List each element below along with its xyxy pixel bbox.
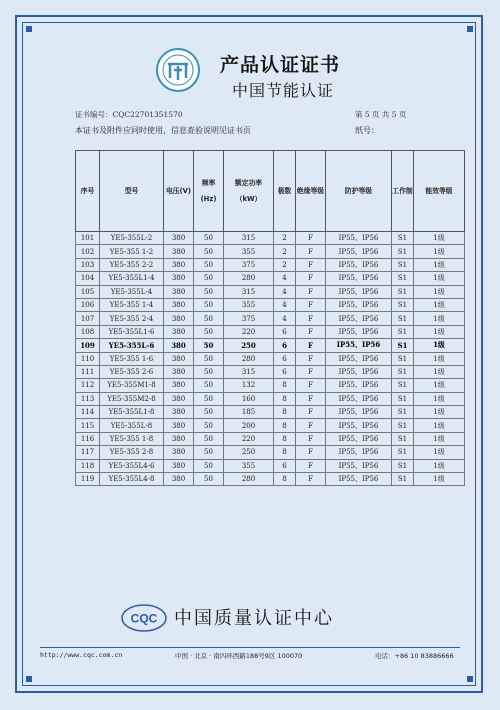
table-cell: 50: [194, 339, 224, 352]
table-cell: IP55、IP56: [326, 232, 392, 245]
table-cell: 6: [274, 352, 296, 365]
table-cell: 6: [274, 365, 296, 378]
table-cell: 200: [224, 419, 274, 432]
table-cell: 2: [274, 258, 296, 271]
table-cell: 117: [76, 446, 100, 459]
table-cell: F: [296, 379, 326, 392]
table-cell: IP55、IP56: [326, 339, 392, 352]
table-cell: YE5-355L-2: [100, 232, 164, 245]
table-cell: YE5-355 1-4: [100, 298, 164, 311]
table-cell: YE5-355M2-8: [100, 392, 164, 405]
table-cell: 1级: [414, 432, 465, 445]
table-cell: 280: [224, 272, 274, 285]
table-row: [76, 419, 465, 432]
table-cell: 109: [76, 339, 100, 352]
table-cell: 50: [194, 352, 224, 365]
org-telephone: 电话：+86 10 83886666: [375, 652, 454, 660]
column-header: 额定功率（kW）: [224, 151, 274, 232]
table-cell: F: [296, 352, 326, 365]
table-cell: 280: [224, 352, 274, 365]
table-cell: 1级: [414, 459, 465, 472]
table-cell: 2: [274, 245, 296, 258]
table-cell: 1级: [414, 419, 465, 432]
table-cell: 50: [194, 245, 224, 258]
table-cell: 106: [76, 298, 100, 311]
table-cell: 50: [194, 325, 224, 338]
corner-ornament: [467, 676, 473, 682]
table-cell: 1级: [414, 285, 465, 298]
table-cell: 1级: [414, 379, 465, 392]
table-header-row: [76, 151, 465, 232]
table-cell: F: [296, 298, 326, 311]
table-cell: 380: [164, 473, 194, 486]
table-cell: 380: [164, 392, 194, 405]
table-cell: YE5-355 2-8: [100, 446, 164, 459]
table-cell: IP55、IP56: [326, 298, 392, 311]
table-row: [76, 365, 465, 378]
table-cell: 380: [164, 325, 194, 338]
table-cell: 50: [194, 272, 224, 285]
table-cell: 118: [76, 459, 100, 472]
table-cell: 4: [274, 312, 296, 325]
table-row: [76, 325, 465, 338]
table-cell: 105: [76, 285, 100, 298]
table-cell: F: [296, 432, 326, 445]
table-cell: 50: [194, 432, 224, 445]
table-cell: 8: [274, 432, 296, 445]
table-cell: 115: [76, 419, 100, 432]
table-cell: 8: [274, 473, 296, 486]
table-cell: 380: [164, 352, 194, 365]
page-title: 产品认证证书: [220, 54, 341, 76]
table-cell: 315: [224, 285, 274, 298]
product-table: [75, 150, 465, 486]
table-cell: IP55、IP56: [326, 392, 392, 405]
table-row: [76, 285, 465, 298]
column-header: 防护等级: [326, 151, 392, 232]
table-cell: 380: [164, 406, 194, 419]
table-cell: 50: [194, 406, 224, 419]
table-cell: 375: [224, 312, 274, 325]
table-cell: S1: [392, 339, 414, 352]
table-cell: F: [296, 473, 326, 486]
table-cell: 315: [224, 365, 274, 378]
table-cell: 6: [274, 325, 296, 338]
table-cell: F: [296, 325, 326, 338]
table-cell: 50: [194, 365, 224, 378]
table-cell: YE5-355L-6: [100, 339, 164, 352]
table-cell: 380: [164, 272, 194, 285]
table-cell: F: [296, 446, 326, 459]
table-cell: F: [296, 406, 326, 419]
table-cell: S1: [392, 419, 414, 432]
table-cell: 108: [76, 325, 100, 338]
table-cell: 160: [224, 392, 274, 405]
table-row: [76, 446, 465, 459]
table-cell: S1: [392, 245, 414, 258]
table-cell: 4: [274, 272, 296, 285]
table-cell: YE5-355L4-8: [100, 473, 164, 486]
table-cell: S1: [392, 258, 414, 271]
table-cell: F: [296, 272, 326, 285]
table-cell: F: [296, 285, 326, 298]
table-cell: 380: [164, 339, 194, 352]
table-cell: IP55、IP56: [326, 419, 392, 432]
table-cell: F: [296, 459, 326, 472]
table-cell: IP55、IP56: [326, 365, 392, 378]
table-cell: 1级: [414, 352, 465, 365]
table-cell: 50: [194, 258, 224, 271]
table-row: [76, 232, 465, 245]
table-cell: 1级: [414, 339, 465, 352]
table-row: [76, 258, 465, 271]
table-cell: 355: [224, 245, 274, 258]
table-cell: YE5-355M1-8: [100, 379, 164, 392]
column-header: 序号: [76, 151, 100, 232]
table-cell: IP55、IP56: [326, 312, 392, 325]
table-cell: 1级: [414, 298, 465, 311]
table-cell: 380: [164, 446, 194, 459]
table-row: [76, 312, 465, 325]
table-cell: S1: [392, 312, 414, 325]
table-cell: 132: [224, 379, 274, 392]
table-cell: 375: [224, 258, 274, 271]
usage-note: 本证书及附件应同时使用，信息查验说明见证书页: [75, 126, 251, 135]
table-cell: 50: [194, 419, 224, 432]
table-cell: 380: [164, 312, 194, 325]
table-cell: S1: [392, 446, 414, 459]
org-name: 中国质量认证中心: [174, 608, 334, 629]
table-row: [76, 379, 465, 392]
table-cell: F: [296, 365, 326, 378]
table-cell: 50: [194, 285, 224, 298]
table-cell: 107: [76, 312, 100, 325]
table-cell: 50: [194, 459, 224, 472]
table-cell: 1级: [414, 245, 465, 258]
table-cell: 8: [274, 392, 296, 405]
table-row: [76, 432, 465, 445]
table-cell: 102: [76, 245, 100, 258]
table-cell: 8: [274, 446, 296, 459]
table-cell: 8: [274, 419, 296, 432]
table-cell: YE5-355 2-6: [100, 365, 164, 378]
table-cell: 250: [224, 446, 274, 459]
table-cell: F: [296, 419, 326, 432]
table-cell: 1级: [414, 272, 465, 285]
table-cell: 1级: [414, 365, 465, 378]
table-cell: 380: [164, 432, 194, 445]
table-cell: YE5-355L4-6: [100, 459, 164, 472]
org-address: 中国 · 北京 · 南四环西路188号9区 100070: [175, 652, 303, 660]
table-cell: IP55、IP56: [326, 245, 392, 258]
page-subtitle: 中国节能认证: [232, 81, 335, 100]
table-cell: 250: [224, 339, 274, 352]
table-row: [76, 392, 465, 405]
cqc-logo: [120, 603, 168, 633]
table-cell: 380: [164, 365, 194, 378]
table-cell: S1: [392, 352, 414, 365]
table-cell: 1级: [414, 473, 465, 486]
table-cell: YE5-355L1-8: [100, 406, 164, 419]
column-header: 工作制: [392, 151, 414, 232]
table-row: [76, 459, 465, 472]
table-cell: 116: [76, 432, 100, 445]
table-cell: IP55、IP56: [326, 379, 392, 392]
table-cell: IP55、IP56: [326, 258, 392, 271]
table-cell: YE5-355 2-2: [100, 258, 164, 271]
table-cell: S1: [392, 392, 414, 405]
table-cell: 103: [76, 258, 100, 271]
table-cell: 112: [76, 379, 100, 392]
table-cell: 6: [274, 339, 296, 352]
table-cell: F: [296, 312, 326, 325]
certificate-number: 证书编号：CQC22701351570: [75, 110, 183, 119]
table-cell: S1: [392, 459, 414, 472]
table-cell: IP55、IP56: [326, 473, 392, 486]
table-cell: IP55、IP56: [326, 325, 392, 338]
table-cell: 4: [274, 298, 296, 311]
table-cell: YE5-355 2-4: [100, 312, 164, 325]
table-cell: F: [296, 232, 326, 245]
table-cell: 50: [194, 473, 224, 486]
table-cell: YE5-355L1-6: [100, 325, 164, 338]
table-cell: 50: [194, 232, 224, 245]
table-cell: IP55、IP56: [326, 459, 392, 472]
table-cell: 113: [76, 392, 100, 405]
table-cell: 380: [164, 379, 194, 392]
table-cell: 380: [164, 419, 194, 432]
cqc-logo-text: CQC: [130, 611, 158, 626]
table-cell: S1: [392, 432, 414, 445]
table-cell: 8: [274, 406, 296, 419]
table-cell: 4: [274, 285, 296, 298]
table-cell: 50: [194, 312, 224, 325]
corner-ornament: [26, 676, 32, 682]
table-cell: F: [296, 258, 326, 271]
table-cell: YE5-355 1-8: [100, 432, 164, 445]
table-cell: S1: [392, 325, 414, 338]
table-cell: IP55、IP56: [326, 406, 392, 419]
table-cell: 6: [274, 459, 296, 472]
table-cell: 104: [76, 272, 100, 285]
corner-ornament: [26, 26, 32, 32]
table-cell: 111: [76, 365, 100, 378]
table-cell: 1级: [414, 258, 465, 271]
table-cell: 280: [224, 473, 274, 486]
table-cell: 50: [194, 446, 224, 459]
table-cell: 101: [76, 232, 100, 245]
table-cell: 1级: [414, 325, 465, 338]
table-cell: IP55、IP56: [326, 272, 392, 285]
table-cell: 220: [224, 432, 274, 445]
table-cell: S1: [392, 272, 414, 285]
column-header: 能效等级: [414, 151, 465, 232]
table-cell: 119: [76, 473, 100, 486]
paper-number: 纸号：: [355, 126, 379, 135]
website-url: http://www.cqc.com.cn: [40, 651, 123, 659]
column-header: 电压(V): [164, 151, 194, 232]
column-header: 极数: [274, 151, 296, 232]
table-row: [76, 339, 465, 352]
table-cell: 380: [164, 459, 194, 472]
table-cell: 1级: [414, 232, 465, 245]
table-row: [76, 352, 465, 365]
table-cell: IP55、IP56: [326, 352, 392, 365]
table-cell: 380: [164, 232, 194, 245]
table-cell: 50: [194, 379, 224, 392]
table-cell: 1级: [414, 406, 465, 419]
table-cell: YE5-355L1-4: [100, 272, 164, 285]
table-row: [76, 245, 465, 258]
table-cell: 110: [76, 352, 100, 365]
table-cell: 380: [164, 285, 194, 298]
table-cell: 114: [76, 406, 100, 419]
table-cell: YE5-355 1-6: [100, 352, 164, 365]
table-cell: 380: [164, 258, 194, 271]
table-cell: 380: [164, 245, 194, 258]
table-cell: F: [296, 392, 326, 405]
table-cell: IP55、IP56: [326, 285, 392, 298]
table-cell: F: [296, 245, 326, 258]
table-cell: S1: [392, 232, 414, 245]
table-cell: 355: [224, 459, 274, 472]
table-cell: IP55、IP56: [326, 446, 392, 459]
table-cell: S1: [392, 473, 414, 486]
table-cell: YE5-355 1-2: [100, 245, 164, 258]
column-header: 频率(Hz): [194, 151, 224, 232]
table-row: [76, 473, 465, 486]
table-cell: 50: [194, 298, 224, 311]
table-cell: 1级: [414, 392, 465, 405]
corner-ornament: [467, 26, 473, 32]
table-cell: 380: [164, 298, 194, 311]
table-row: [76, 298, 465, 311]
table-cell: 220: [224, 325, 274, 338]
table-cell: S1: [392, 285, 414, 298]
table-cell: 1级: [414, 446, 465, 459]
footer-divider: [40, 647, 460, 648]
table-cell: IP55、IP56: [326, 432, 392, 445]
table-cell: S1: [392, 365, 414, 378]
table-cell: 1级: [414, 312, 465, 325]
table-cell: 185: [224, 406, 274, 419]
table-row: [76, 272, 465, 285]
table-cell: YE5-355L-8: [100, 419, 164, 432]
table-cell: 8: [274, 379, 296, 392]
table-cell: S1: [392, 379, 414, 392]
table-row: [76, 406, 465, 419]
page-counter: 第 5 页 共 5 页: [355, 110, 407, 119]
column-header: 型号: [100, 151, 164, 232]
table-cell: YE5-355L-4: [100, 285, 164, 298]
table-cell: 2: [274, 232, 296, 245]
table-cell: 50: [194, 392, 224, 405]
column-header: 绝缘等级: [296, 151, 326, 232]
table-cell: S1: [392, 298, 414, 311]
table-cell: F: [296, 339, 326, 352]
table-cell: S1: [392, 406, 414, 419]
table-cell: 315: [224, 232, 274, 245]
table-cell: 355: [224, 298, 274, 311]
energy-certification-logo: [156, 48, 200, 92]
